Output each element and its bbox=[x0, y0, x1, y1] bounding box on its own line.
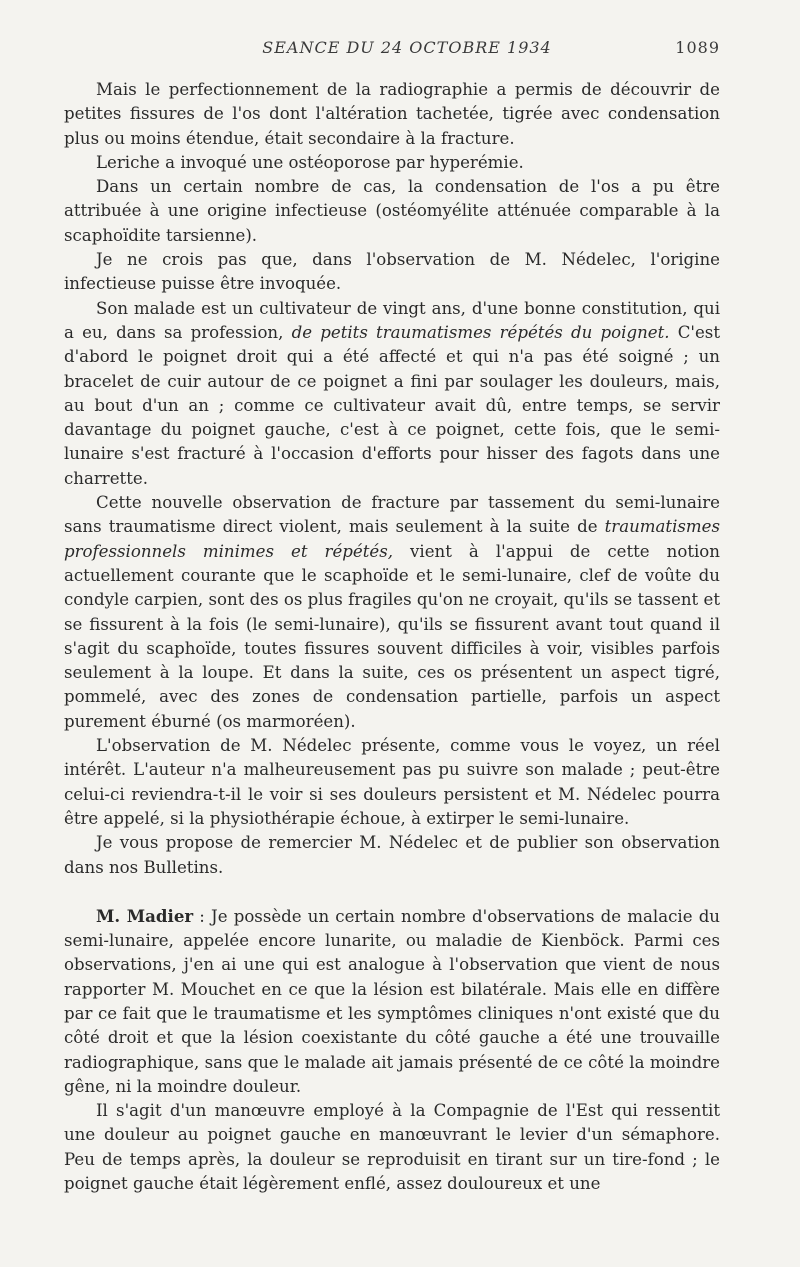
paragraph: L'observation de M. Nédelec présente, comme vous le voyez, un réel intérêt. L'auteur n'a malheureusement pas pu suivre son malade ; peut-être celui-ci reviendra-t-il le voir si ses douleurs persistent et M. Nédelec pourra être appelé, si la physiothérapie échoue, à extirper le semi-lunaire. bbox=[64, 736, 720, 828]
paragraph bbox=[64, 297, 720, 491]
body-text bbox=[64, 78, 720, 1196]
italic-text: traumatismes professionnels minimes et répétés, bbox=[64, 517, 720, 561]
speaker-name: M. Madier bbox=[96, 905, 194, 926]
paragraph bbox=[64, 904, 720, 1099]
paragraph bbox=[64, 491, 720, 734]
paragraph: Je ne crois pas que, dans l'observation de M. Nédelec, l'origine infectieuse puisse être invoquée. bbox=[64, 250, 720, 294]
text-run: vient à l'appui de cette notion actuellement courante que le scaphoïde et le semi-lunaire, clef de voûte du condyle carpien, sont des os plus fragiles qu'on ne croyait, qu'ils se tassent et se fissurent à la fois (le semi-lunaire), qu'ils se fissurent avant tout quand il s'agit du scaphoïde, toutes fissures souvent difficiles à voir, visibles parfois seulement à la loupe. Et dans la suite, ces os présentent un aspect tigré, pommelé, avec des zones de condensation partielle, parfois un aspect purement éburné (os marmoréen). bbox=[64, 541, 720, 731]
text-run: Son malade est un cultivateur de vingt ans, d'une bonne constitution, qui a eu, dans sa profession, bbox=[64, 298, 720, 342]
italic-text: de petits traumatismes répétés du poignet. bbox=[291, 322, 670, 342]
paragraph: Leriche a invoqué une ostéoporose par hyperémie. bbox=[96, 152, 524, 172]
text-run: C'est d'abord le poignet droit qui a été affecté et qui n'a pas été soigné ; un bracelet de cuir autour de ce poignet a fini par soulager les douleurs, mais, au bout d'un an ; comme ce cultivateur avait dû, entre temps, se servir davantage du poignet gauche, c'est à ce poignet, cette fois, que le semi-lunaire s'est fracturé à l'occasion d'efforts pour hisser des fagots dans une charrette. bbox=[64, 322, 720, 488]
header-title: SEANCE DU 24 OCTOBRE 1934 bbox=[262, 38, 552, 57]
paragraph: Je vous propose de remercier M. Nédelec et de publier son observation dans nos Bulletins. bbox=[64, 833, 720, 877]
paragraph: Il s'agit d'un manœuvre employé à la Compagnie de l'Est qui ressentit une douleur au poignet gauche en manœuvrant le levier d'un sémaphore. Peu de temps après, la douleur se reproduisit en tirant sur un tire-fond ; le poignet gauche était légèrement enflé, assez douloureux et une bbox=[64, 1101, 720, 1194]
paragraph: Dans un certain nombre de cas, la condensation de l'os a pu être attribuée à une origine infectieuse (ostéomyélite atténuée comparable à la scaphoïdite tarsienne). bbox=[64, 177, 720, 245]
text-run: : Je possède un certain nombre d'observations de malacie du semi-lunaire, appelée encore lunarite, ou maladie de Kienböck. Parmi ces observations, j'en ai une qui est analogue à l'observation que vient de nous rapporter M. Mouchet en ce que la lésion est bilatérale. Mais elle en diffère par ce fait que le traumatisme et les symptômes cliniques n'ont existé que du côté droit et que la lésion coexistante du côté gauche a été une trouvaille radiographique, sans que le malade ait jamais présenté de ce côté la moindre gêne, ni la moindre douleur. bbox=[64, 906, 720, 1096]
running-header bbox=[92, 38, 722, 62]
text-run: Cette nouvelle observation de fracture par tassement du semi-lunaire sans traumatisme direct violent, mais seulement à la suite de bbox=[64, 493, 720, 537]
page-number: 1089 bbox=[675, 38, 720, 57]
paragraph: Mais le perfectionnement de la radiographie a permis de découvrir de petites fissures de l'os dont l'altération tachetée, tigrée avec condensation plus ou moins étendue, était secondaire à la fracture. bbox=[64, 80, 720, 148]
